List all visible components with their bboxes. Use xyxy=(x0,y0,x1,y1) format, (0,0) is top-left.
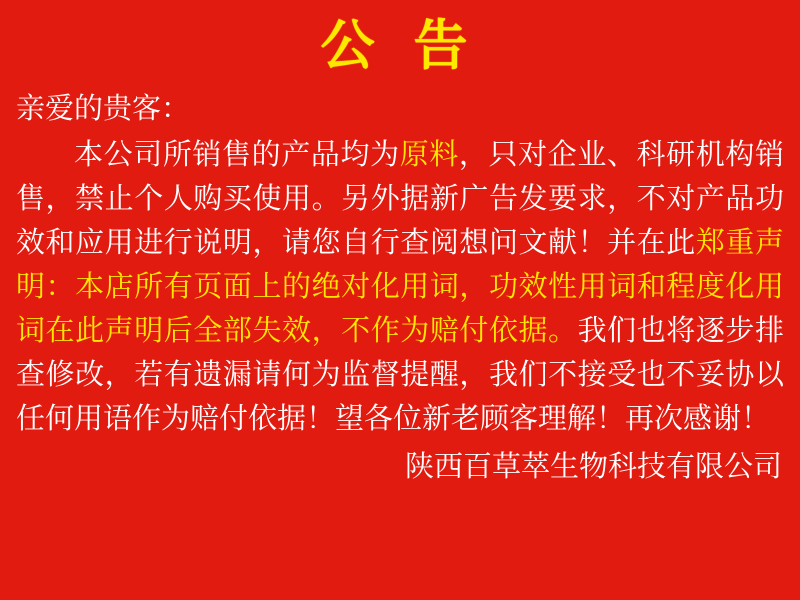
notice-body xyxy=(0,79,800,442)
page-title: 公 告 xyxy=(320,16,480,76)
paragraph-segment-1: 本公司所销售的产品均为 xyxy=(74,138,400,171)
highlight-statement: 郑重声明：本店所有页面上的绝对化用词，功效性用词和程度化用词在此声明后全部失效，不作为赔付依据。 xyxy=(16,227,784,348)
paragraph-segment-3: 我们也将逐步排查修改，若有遗漏请何为监督提醒，我们不接受也不妥协以任何用语作为赔付依据！望各位新老顾客理解！再次感谢！ xyxy=(16,315,784,436)
notice-paragraph xyxy=(16,133,784,442)
company-signature: 陕西百草萃生物科技有限公司 xyxy=(404,451,782,484)
paragraph-segment-2: ，只对企业、科研机构销售，禁止个人购买使用。另外据新广告发要求，不对产品功效和应用进行说明，请您自行查阅想问文献！并在此 xyxy=(16,138,784,260)
highlight-raw-material: 原料 xyxy=(399,138,459,171)
salutation-text: 亲爱的贵客： xyxy=(16,92,191,125)
